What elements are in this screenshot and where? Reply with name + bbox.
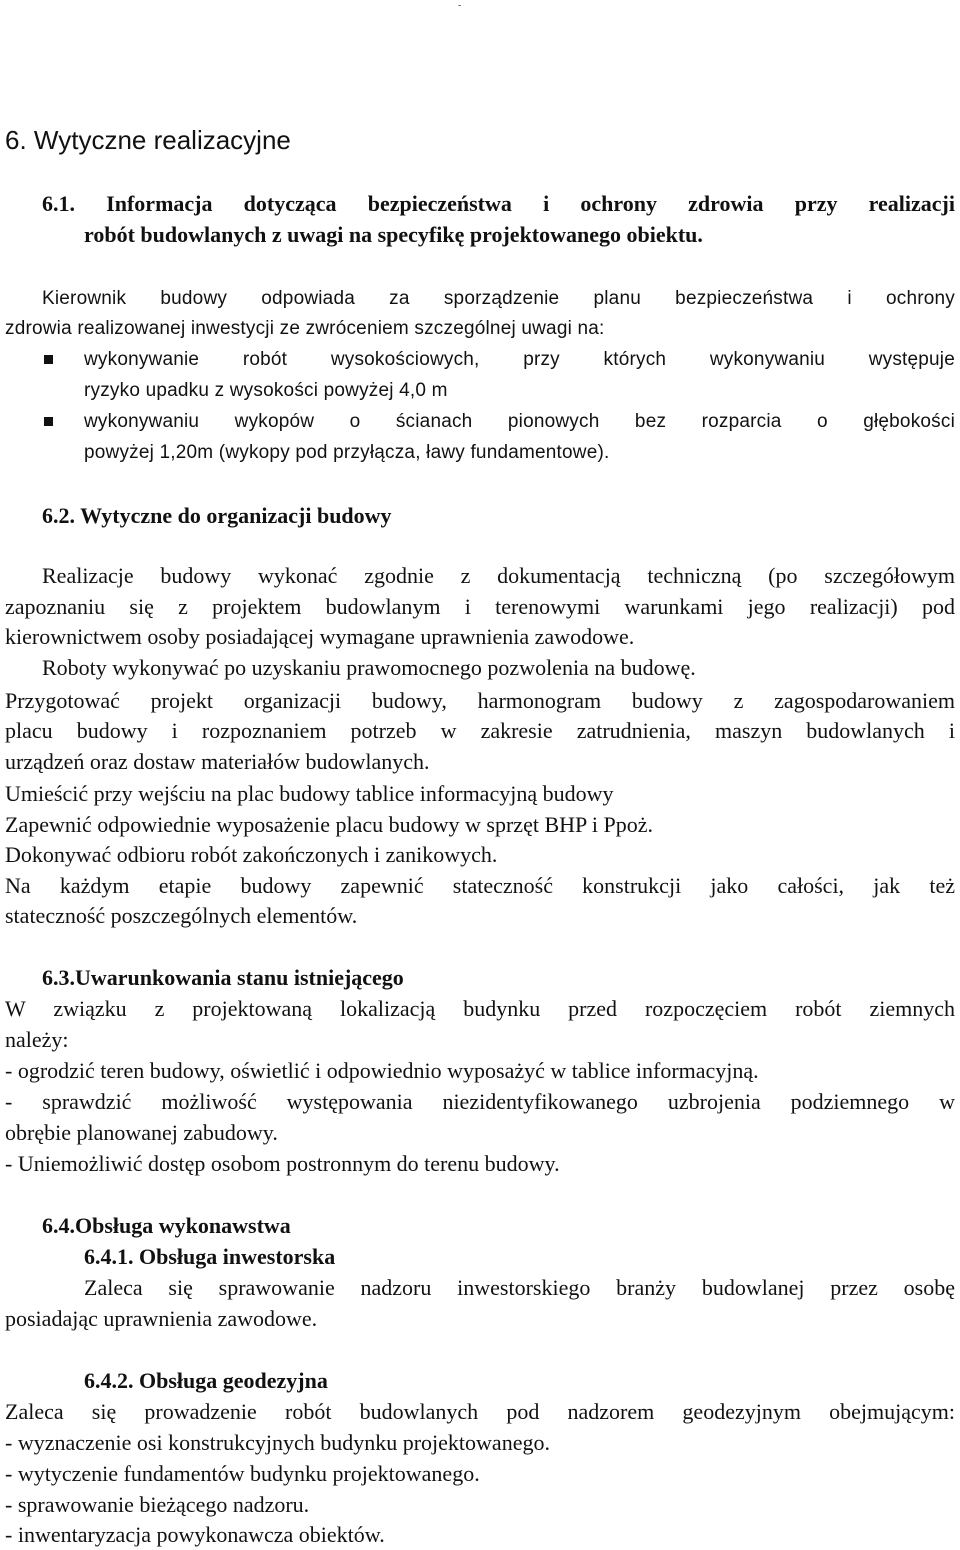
- section-6-2-p7-line-2: stateczność poszczególnych elementów.: [5, 903, 358, 928]
- section-6-3-line-1: W związku z projektowaną lokalizacją budynku przed rozpoczęciem robót ziemnych: [5, 996, 955, 1021]
- section-6-4-1-line-2: posiadając uprawnienia zawodowe.: [5, 1306, 318, 1331]
- bullet-1-line-2: ryzyko upadku z wysokości powyżej 4,0 m: [84, 380, 448, 401]
- section-6-2-p3-line-1: Przygotować projekt organizacji budowy, harmonogram budowy z zagospodarowaniem: [5, 688, 955, 713]
- bullet-2-line-2: powyżej 1,20m (wykopy pod przyłącza, ławy fundamentowe).: [84, 442, 610, 463]
- section-6-2-p7-line-1: Na każdym etapie budowy zapewnić stateczność konstrukcji jako całości, jak też: [5, 873, 955, 898]
- square-bullet-icon: [44, 417, 53, 426]
- section-6-4-2-title: 6.4.2. Obsługa geodezyjna: [84, 1368, 328, 1393]
- section-6-1-paragraph-line-2: zdrowia realizowanej inwestycji ze zwróceniem szczególnej uwagi na:: [5, 318, 605, 339]
- section-6-2-p1-line-1: Realizacje budowy wykonać zgodnie z dokumentacją techniczną (po szczegółowym: [42, 563, 955, 588]
- section-6-4-2-line-1: Zaleca się prowadzenie robót budowlanych pod nadzorem geodezyjnym obejmującym:: [5, 1399, 955, 1424]
- section-6-2-p1-line-2: zapoznaniu się z projektem budowlanym i terenowymi warunkami jego realizacji) pod: [5, 594, 955, 619]
- section-6-4-2-line-4: - sprawowanie bieżącego nadzoru.: [5, 1492, 310, 1517]
- section-6-2-p3-line-3: urządzeń oraz dostaw materiałów budowlanych.: [5, 749, 430, 774]
- section-6-3-line-5: obrębie planowanej zabudowy.: [5, 1120, 278, 1145]
- section-6-3-line-4: - sprawdzić możliwość występowania niezidentyfikowanego uzbrojenia podziemnego w: [5, 1089, 955, 1114]
- section-6-2-p1-line-3: kierownictwem osoby posiadającej wymagane uprawnienia zawodowe.: [5, 624, 635, 649]
- page-mark: -: [458, 0, 462, 11]
- section-6-2-p5: Zapewnić odpowiednie wyposażenie placu budowy w sprzęt BHP i Ppoż.: [5, 812, 654, 837]
- bullet-1-line-1: wykonywanie robót wysokościowych, przy których wykonywaniu występuje: [84, 349, 955, 370]
- bullet-2-line-1: wykonywaniu wykopów o ścianach pionowych bez rozparcia o głębokości: [84, 411, 955, 432]
- section-6-4-2-line-2: - wyznaczenie osi konstrukcyjnych budynku projektowanego.: [5, 1430, 550, 1455]
- square-bullet-icon: [44, 355, 53, 364]
- section-6-2-p6: Dokonywać odbioru robót zakończonych i zanikowych.: [5, 842, 498, 867]
- section-6-4-1-line-1: Zaleca się sprawowanie nadzoru inwestorskiego branży budowlanej przez osobę: [84, 1275, 955, 1300]
- section-heading-6: 6. Wytyczne realizacyjne: [5, 125, 291, 155]
- section-6-4-2-line-5: - inwentaryzacja powykonawcza obiektów.: [5, 1522, 385, 1547]
- section-6-3-title: 6.3.Uwarunkowania stanu istniejącego: [42, 965, 404, 990]
- section-6-3-line-6: - Uniemożliwić dostęp osobom postronnym do terenu budowy.: [5, 1151, 560, 1176]
- section-6-1-paragraph-line-1: Kierownik budowy odpowiada za sporządzenie planu bezpieczeństwa i ochrony: [42, 288, 955, 309]
- section-6-2-title: 6.2. Wytyczne do organizacji budowy: [42, 503, 392, 528]
- section-6-3-line-3: - ogrodzić teren budowy, oświetlić i odpowiednio wyposażyć w tablice informacyjną.: [5, 1058, 759, 1083]
- section-6-1-title-line-2: robót budowlanych z uwagi na specyfikę projektowanego obiektu.: [84, 222, 703, 247]
- section-6-2-p3-line-2: placu budowy i rozpoznaniem potrzeb w zakresie zatrudnienia, maszyn budowlanych i: [5, 718, 955, 743]
- section-6-2-p4: Umieścić przy wejściu na plac budowy tablice informacyjną budowy: [5, 781, 614, 806]
- section-6-2-p2: Roboty wykonywać po uzyskaniu prawomocnego pozwolenia na budowę.: [42, 655, 696, 680]
- section-6-4-title: 6.4.Obsługa wykonawstwa: [42, 1213, 291, 1238]
- section-6-4-2-line-3: - wytyczenie fundamentów budynku projektowanego.: [5, 1461, 480, 1486]
- section-6-1-title-line-1: 6.1. Informacja dotycząca bezpieczeństwa i ochrony zdrowia przy realizacji: [42, 191, 955, 216]
- section-6-3-line-2: należy:: [5, 1027, 69, 1052]
- section-6-4-1-title: 6.4.1. Obsługa inwestorska: [84, 1244, 336, 1269]
